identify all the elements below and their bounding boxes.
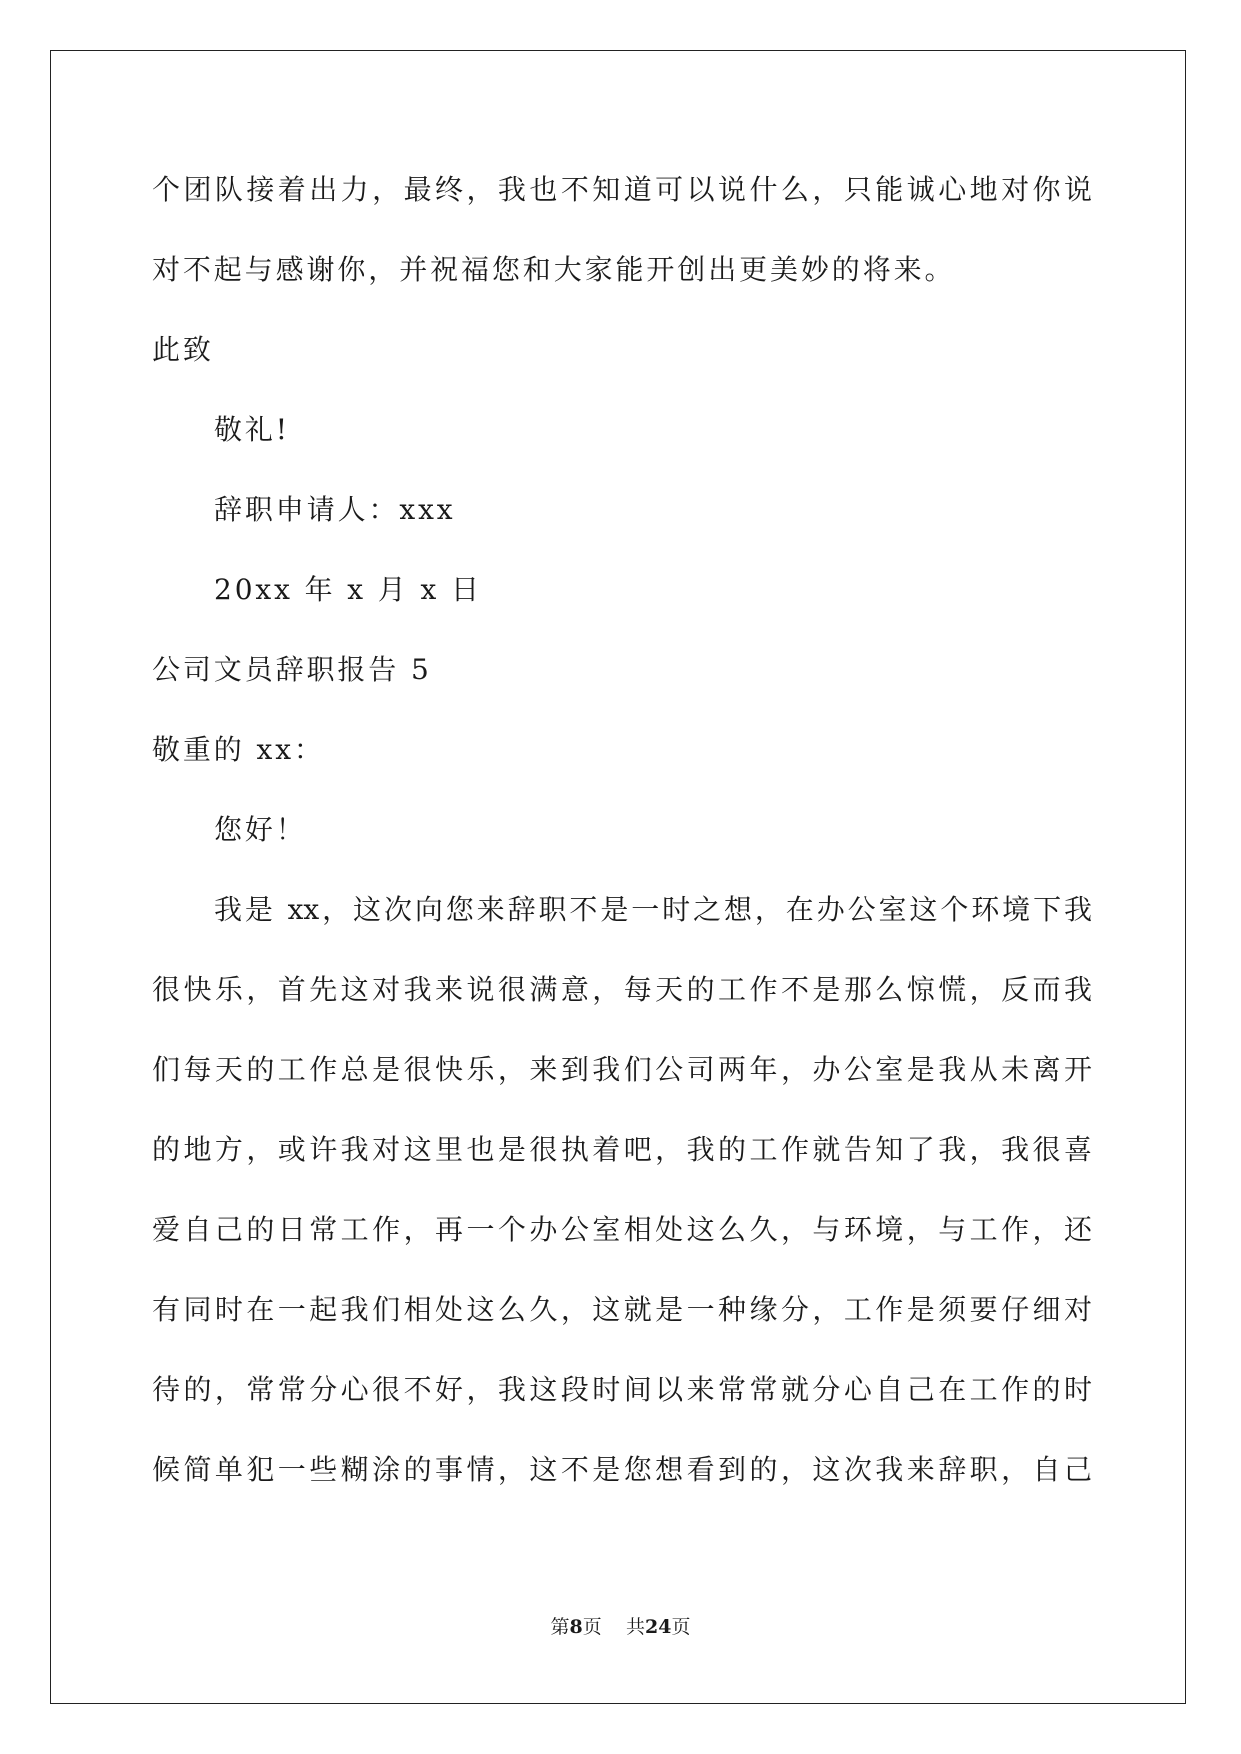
text-line: 候简单犯一些糊涂的事情，这不是您想看到的，这次我来辞职，自己 — [152, 1453, 1092, 1486]
current-page-number: 8 — [569, 1616, 583, 1638]
text-line: 敬礼! — [214, 413, 290, 446]
text-line: 个团队接着出力，最终，我也不知道可以说什么，只能诚心地对你说 — [152, 173, 1092, 206]
footer-prefix: 第 — [550, 1616, 570, 1638]
total-page-count: 24 — [644, 1616, 672, 1638]
text-line: 很快乐，首先这对我来说很满意，每天的工作不是那么惊慌，反而我 — [152, 973, 1092, 1006]
text-line: 爱自己的日常工作，再一个办公室相处这么久，与环境，与工作，还 — [152, 1213, 1092, 1246]
document-body — [152, 162, 1092, 1522]
text-line: 辞职申请人：xxx — [214, 493, 456, 526]
text-line: 敬重的 xx： — [152, 733, 325, 766]
text-line: 待的，常常分心很不好，我这段时间以来常常就分心自己在工作的时 — [152, 1373, 1092, 1406]
text-line: 此致 — [152, 333, 214, 366]
text-line: 公司文员辞职报告 5 — [152, 653, 432, 686]
page-footer — [0, 1612, 1241, 1639]
text-line: 们每天的工作总是很快乐，来到我们公司两年，办公室是我从未离开 — [152, 1053, 1092, 1086]
text-line: 的地方，或许我对这里也是很执着吧，我的工作就告知了我，我很喜 — [152, 1133, 1092, 1166]
text-line: 您好！ — [214, 813, 307, 846]
footer-page-suffix: 页 — [582, 1616, 602, 1638]
text-line: 有同时在一起我们相处这么久，这就是一种缘分，工作是须要仔细对 — [152, 1293, 1092, 1326]
text-line: 20xx 年 x 月 x 日 — [214, 573, 482, 606]
footer-total-prefix: 共 — [625, 1616, 645, 1638]
text-line: 我是 xx，这次向您来辞职不是一时之想，在办公室这个环境下我 — [214, 893, 1092, 926]
footer-total-suffix: 页 — [671, 1616, 691, 1638]
text-line: 对不起与感谢你，并祝福您和大家能开创出更美妙的将来。 — [152, 253, 956, 286]
